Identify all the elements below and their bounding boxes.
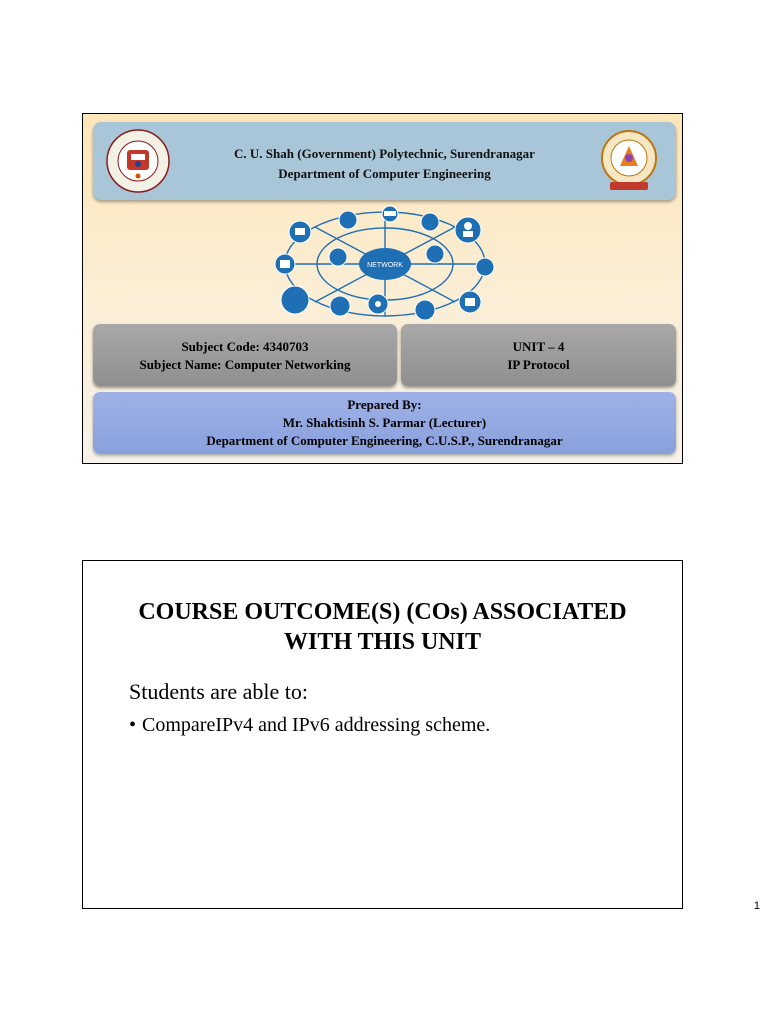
unit-box [401, 324, 676, 386]
subject-code: Subject Code: 4340703 [181, 339, 309, 354]
bullet-item [129, 714, 490, 737]
gtu-logo-icon [105, 128, 171, 194]
title-line-1: COURSE OUTCOME(S) (COs) ASSOCIATED [138, 599, 627, 625]
prepared-by-box [93, 392, 676, 454]
author-affiliation: Department of Computer Engineering, C.U.S.P., Surendranagar [206, 433, 563, 448]
course-outcome-slide [82, 560, 683, 909]
author-name: Mr. Shaktisinh S. Parmar (Lecturer) [282, 415, 487, 430]
page-number: 1 [753, 900, 760, 912]
polytechnic-logo-icon [596, 128, 662, 194]
slide-title [83, 597, 682, 657]
network-hub-label: NETWORK [367, 262, 403, 269]
header-text [173, 144, 596, 184]
unit-number: UNIT – 4 [512, 339, 565, 354]
department-name: Department of Computer Engineering [278, 166, 491, 181]
subject-box [93, 324, 397, 386]
bullet-icon: • [129, 714, 137, 736]
prepared-heading: Prepared By: [347, 397, 422, 412]
college-header [93, 122, 676, 200]
title-line-2: WITH THIS UNIT [284, 629, 481, 655]
network-diagram [260, 202, 510, 322]
college-name: C. U. Shah (Government) Polytechnic, Surendranagar [234, 146, 535, 161]
subject-name: Subject Name: Computer Networking [139, 357, 351, 372]
unit-topic: IP Protocol [507, 357, 570, 372]
title-slide [82, 113, 683, 464]
intro-text: Students are able to: [129, 679, 309, 704]
bullet-text: CompareIPv4 and IPv6 addressing scheme. [142, 714, 491, 736]
